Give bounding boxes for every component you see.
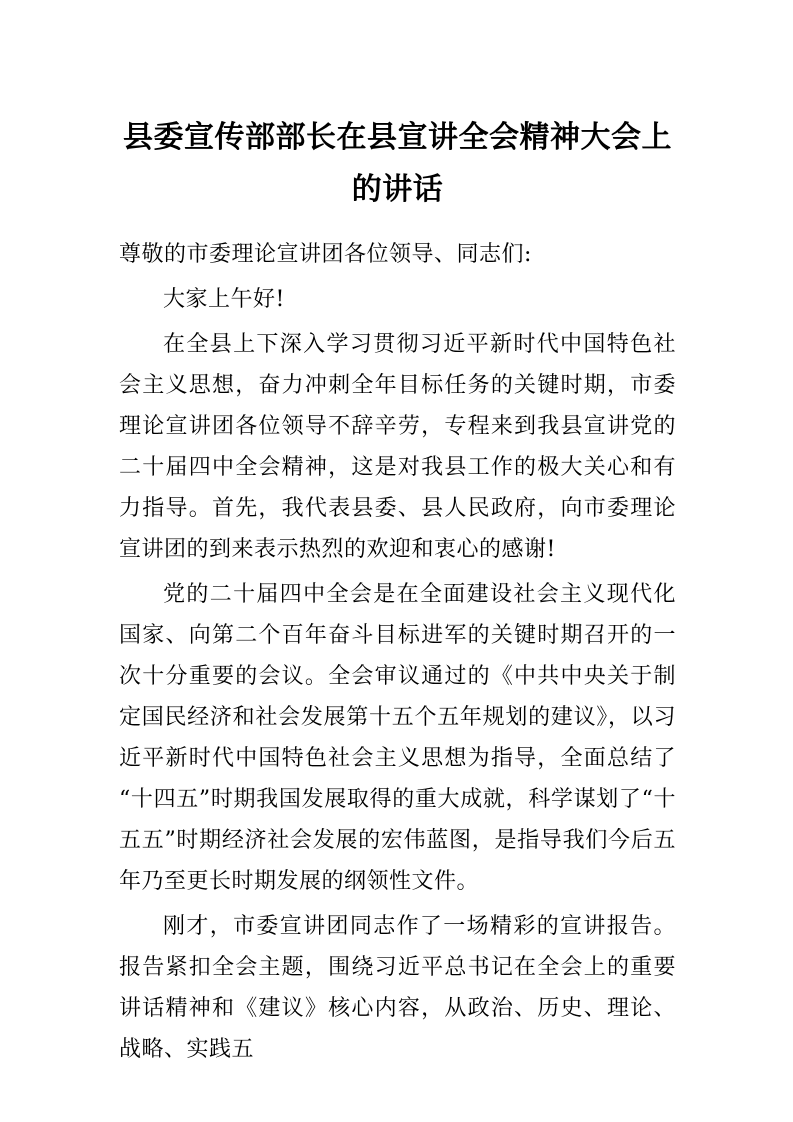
- document-body: [119, 234, 676, 1070]
- paragraph-welcome: 在全县上下深入学习贯彻习近平新时代中国特色社会主义思想，奋力冲刺全年目标任务的关键时期，市委理论宣讲团各位领导不辞辛劳，专程来到我县宣讲党的二十届四中全会精神，这是对我县工作的极大关心和有力指导。首先，我代表县委、县人民政府，向市委理论宣讲团的到来表示热烈的欢迎和衷心的感谢!: [119, 332, 676, 562]
- paragraph-plenary-significance: 党的二十届四中全会是在全面建设社会主义现代化国家、向第二个百年奋斗目标进军的关键时期召开的一次十分重要的会议。全会审议通过的《中共中央关于制定国民经济和社会发展第十五个五年规划的建议》，以习近平新时代中国特色社会主义思想为指导，全面总结了“十四五”时期我国发展取得的重大成就，科学谋划了“十五五”时期经济社会发展的宏伟蓝图，是指导我们今后五年乃至更长时期发展的纲领性文件。: [119, 582, 676, 894]
- paragraph-report-summary: 刚才，市委宣讲团同志作了一场精彩的宣讲报告。报告紧扣全会主题，围绕习近平总书记在全会上的重要讲话精神和《建议》核心内容，从政治、历史、理论、战略、实践五: [119, 914, 676, 1062]
- document-title: 县委宣传部部长在县宣讲全会精神大会上的讲话: [123, 120, 672, 207]
- paragraph-salutation: 尊敬的市委理论宣讲团各位领导、同志们:: [119, 242, 532, 267]
- paragraph-greeting: 大家上午好!: [163, 287, 285, 312]
